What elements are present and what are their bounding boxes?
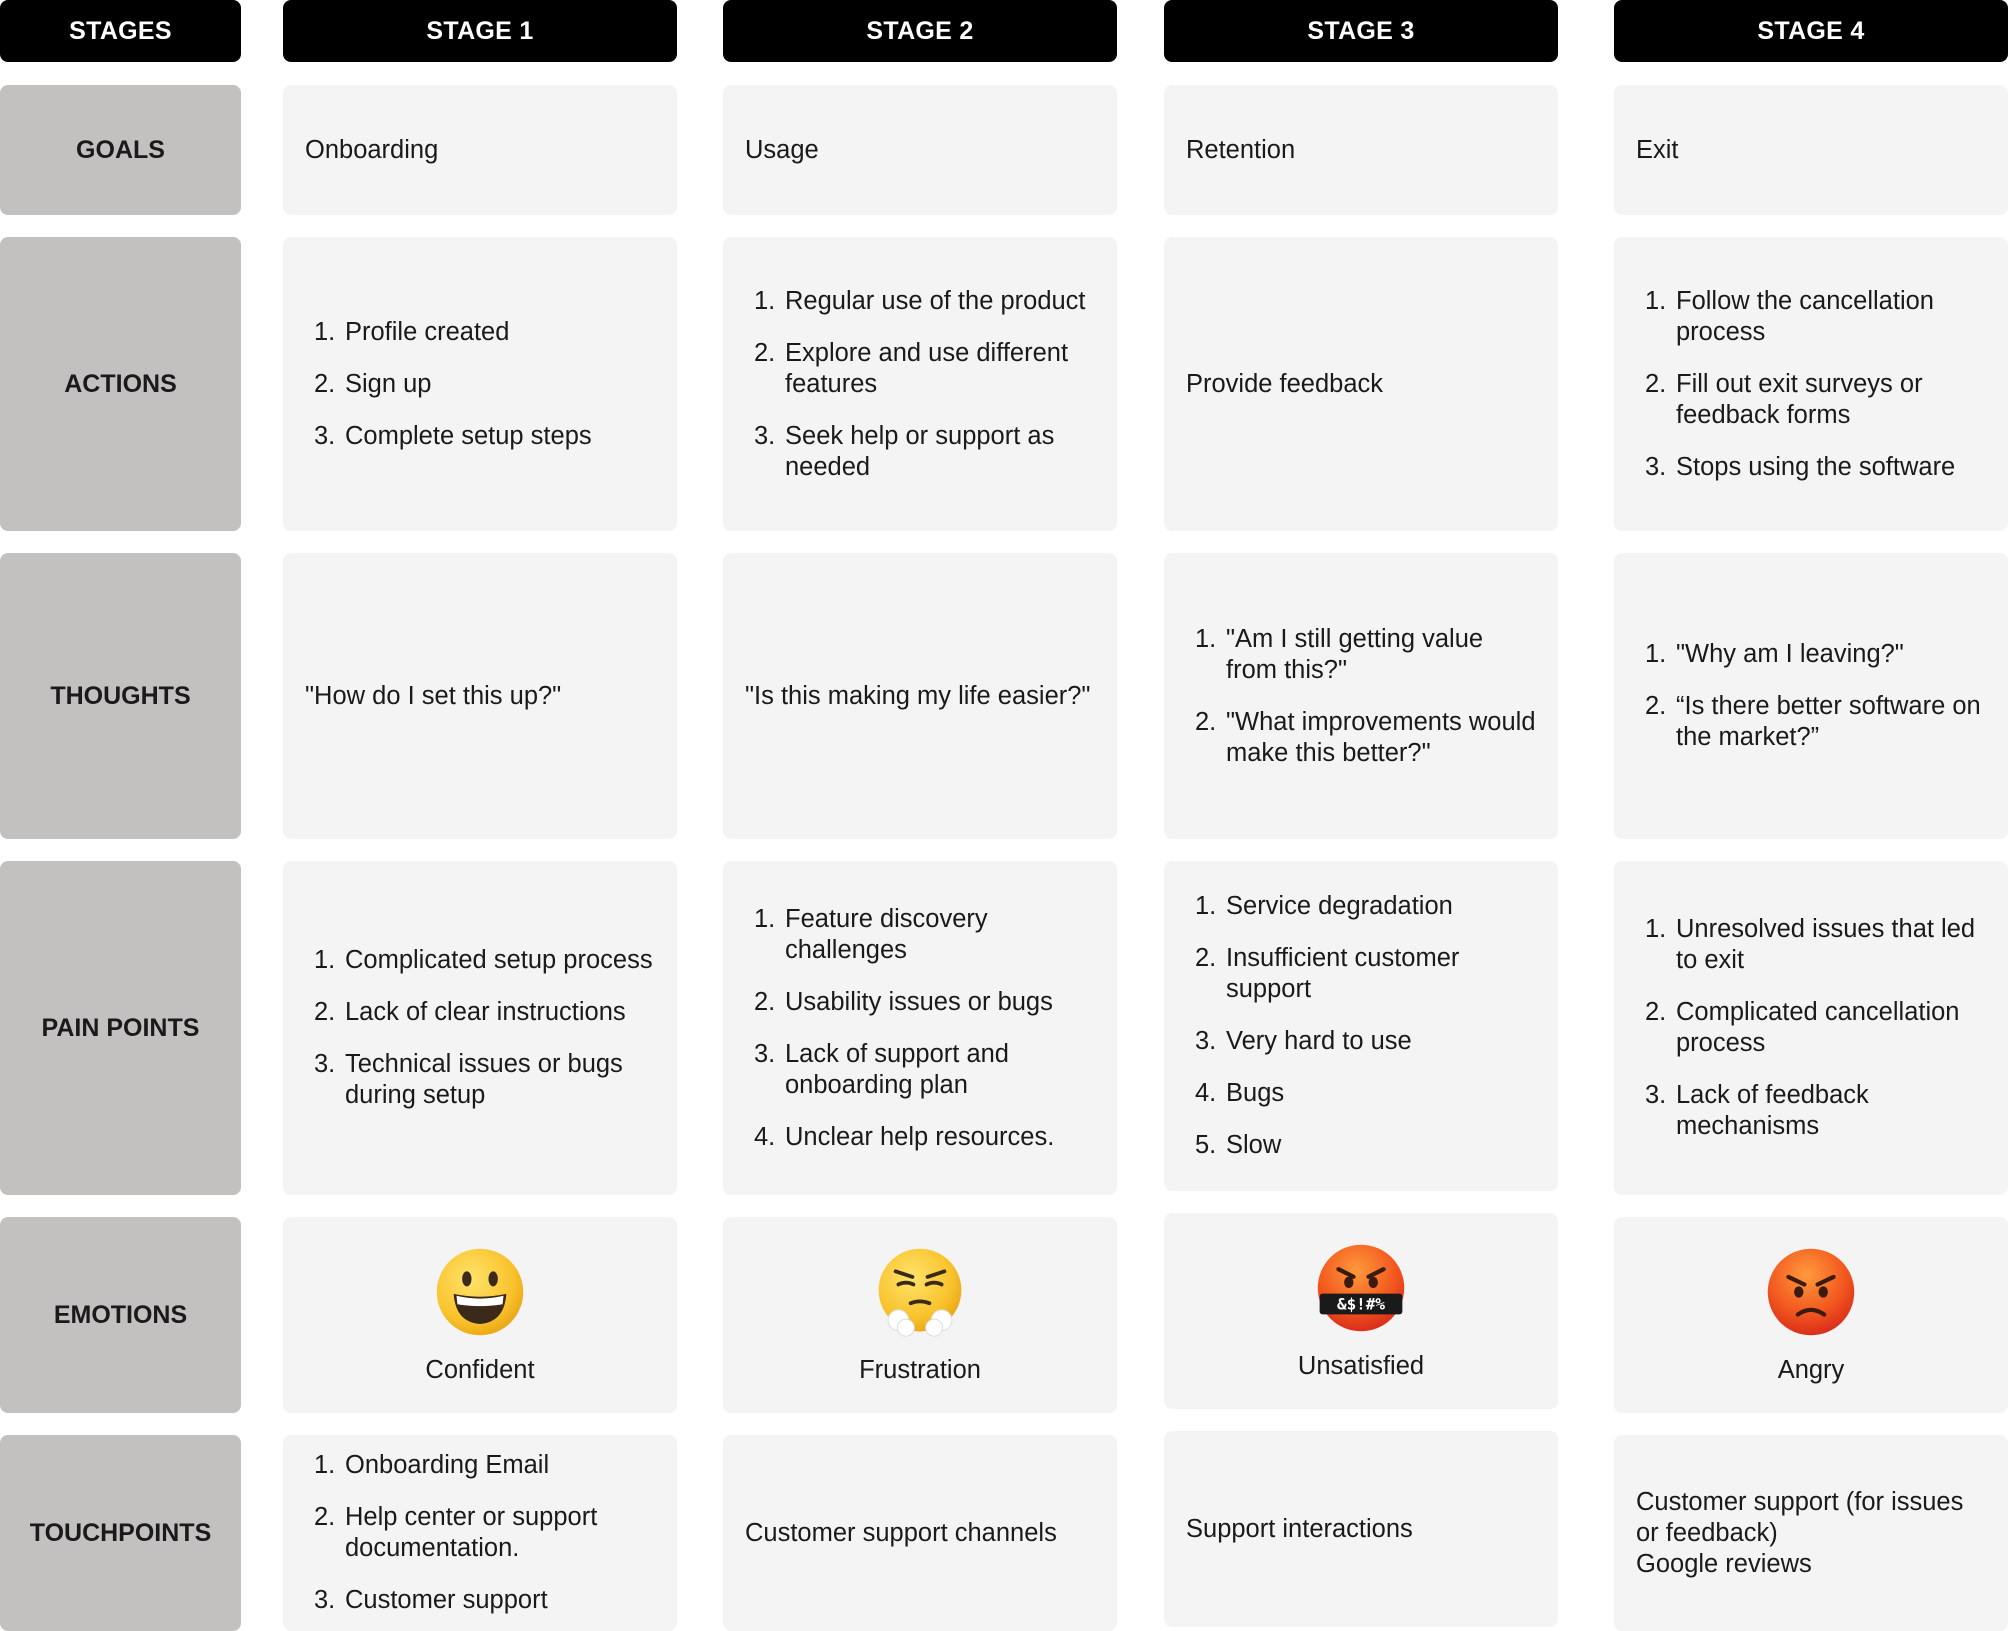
list-item-text: Bugs — [1226, 1079, 1285, 1107]
list-item — [1636, 914, 1986, 976]
touchpoints-cell-stage-3 — [1164, 1431, 1558, 1627]
list-item-text: “Is there better software on the market?” — [1676, 692, 1981, 751]
row-label-pain-points-text: PAIN POINTS — [41, 1013, 200, 1042]
list-item — [1636, 997, 1986, 1059]
thoughts-cell-stage-3 — [1164, 553, 1558, 839]
emotion-label: Confident — [425, 1355, 535, 1384]
header-stage-4 — [1614, 0, 2008, 62]
list-item-number: 1. — [754, 904, 776, 933]
header-stage-1 — [283, 0, 677, 62]
row-label-thoughts-text: THOUGHTS — [50, 681, 191, 710]
list-item — [1186, 624, 1536, 686]
face-with-steam-icon — [873, 1245, 967, 1339]
goals-cell-stage-4 — [1614, 85, 2008, 215]
list-item-number: 2. — [754, 987, 776, 1016]
thoughts-cell-stage-2 — [723, 553, 1117, 839]
list-item-number: 4. — [754, 1122, 776, 1151]
actions-text: Provide feedback — [1186, 369, 1384, 398]
list-item — [305, 1049, 655, 1111]
list-item — [1186, 1078, 1536, 1109]
list-item-number: 1. — [314, 317, 336, 346]
goals-text: Onboarding — [305, 135, 439, 164]
list-item-number: 3. — [314, 421, 336, 450]
touchpoints-cell-stage-2 — [723, 1435, 1117, 1631]
list-item-number: 1. — [1645, 286, 1667, 315]
list-item — [1186, 943, 1536, 1005]
list-item-text: Seek help or support as needed — [785, 421, 1055, 481]
numbered-list — [1636, 639, 1986, 753]
pain-points-cell-stage-2 — [723, 861, 1117, 1195]
list-item-text: "Am I still getting value from this?" — [1226, 624, 1484, 684]
list-item — [1636, 639, 1986, 670]
list-item-text: Very hard to use — [1226, 1027, 1412, 1055]
list-item-number: 1. — [754, 286, 776, 315]
list-item-text: Unresolved issues that led to exit — [1676, 915, 1976, 974]
list-item-number: 1. — [314, 1451, 336, 1479]
list-item-text: Complicated setup process — [345, 946, 653, 974]
row-label-touchpoints — [0, 1435, 241, 1631]
list-item-number: 2. — [1645, 369, 1667, 398]
header-stages — [0, 0, 241, 62]
row-label-touchpoints-text: TOUCHPOINTS — [29, 1518, 212, 1547]
numbered-list — [1636, 286, 1986, 483]
list-item — [1636, 369, 1986, 431]
thoughts-text: "How do I set this up?" — [305, 681, 562, 710]
list-item-text: Fill out exit surveys or feedback forms — [1676, 369, 1923, 429]
list-item — [1636, 1080, 1986, 1142]
numbered-list — [305, 945, 655, 1111]
list-item-number: 2. — [1645, 998, 1667, 1026]
face-with-symbols-icon — [1314, 1241, 1408, 1335]
list-item — [745, 286, 1095, 317]
list-item-text: Service degradation — [1226, 892, 1453, 920]
list-item-number: 2. — [1645, 692, 1667, 720]
list-item — [745, 338, 1095, 400]
pain-points-cell-stage-3 — [1164, 861, 1558, 1191]
emotion-label: Angry — [1777, 1355, 1845, 1384]
list-item-number: 2. — [314, 369, 336, 398]
touchpoints-cell-stage-1 — [283, 1435, 677, 1631]
list-item-number: 2. — [314, 998, 336, 1026]
list-item — [745, 1122, 1095, 1153]
list-item — [305, 317, 655, 348]
list-item — [305, 1502, 655, 1564]
list-item-text: "Why am I leaving?" — [1676, 640, 1904, 668]
emotions-cell-stage-2 — [723, 1217, 1117, 1413]
actions-cell-stage-3 — [1164, 237, 1558, 531]
actions-cell-stage-2 — [723, 237, 1117, 531]
header-stage-3-label: STAGE 3 — [1307, 16, 1415, 45]
goals-text: Exit — [1636, 135, 1679, 164]
list-item-text: Regular use of the product — [785, 286, 1086, 315]
list-item — [1636, 452, 1986, 483]
list-item-text: Technical issues or bugs during setup — [345, 1050, 623, 1109]
goals-text: Usage — [745, 135, 819, 164]
numbered-list — [1186, 624, 1536, 769]
list-item-number: 4. — [1195, 1079, 1217, 1107]
row-label-thoughts — [0, 553, 241, 839]
numbered-list — [305, 317, 655, 452]
list-item — [305, 1450, 655, 1481]
actions-cell-stage-4 — [1614, 237, 2008, 531]
header-stage-2 — [723, 0, 1117, 62]
list-item — [1186, 707, 1536, 769]
header-stage-4-label: STAGE 4 — [1757, 16, 1865, 45]
numbered-list — [1186, 891, 1536, 1161]
goals-cell-stage-2 — [723, 85, 1117, 215]
row-label-actions-text: ACTIONS — [64, 369, 177, 398]
list-item-number: 3. — [1195, 1027, 1217, 1055]
list-item-number: 5. — [1195, 1131, 1217, 1159]
list-item-text: Usability issues or bugs — [785, 987, 1053, 1016]
list-item-number: 2. — [1195, 707, 1217, 736]
header-stage-1-label: STAGE 1 — [426, 16, 534, 45]
list-item — [305, 421, 655, 452]
list-item-text: Help center or support documentation. — [345, 1503, 598, 1562]
list-item-number: 1. — [314, 946, 336, 974]
list-item-number: 3. — [1645, 452, 1667, 481]
list-item — [1636, 691, 1986, 753]
list-item — [305, 945, 655, 976]
numbered-list — [745, 904, 1095, 1153]
list-item-number: 3. — [314, 1050, 336, 1078]
list-item-text: Profile created — [345, 317, 510, 346]
list-item-number: 2. — [754, 338, 776, 367]
list-item-number: 1. — [1645, 915, 1667, 943]
numbered-list — [305, 1450, 655, 1616]
list-item-number: 2. — [314, 1503, 336, 1531]
list-item-text: Customer support — [345, 1586, 548, 1614]
row-label-actions — [0, 237, 241, 531]
symbols-text: &$!#% — [1336, 1294, 1386, 1314]
pain-points-cell-stage-4 — [1614, 861, 2008, 1195]
list-item-number: 2. — [1195, 944, 1217, 972]
list-item-number: 1. — [1195, 892, 1217, 920]
list-item-text: Lack of feedback mechanisms — [1676, 1081, 1869, 1140]
list-item-text: Follow the cancellation process — [1676, 286, 1934, 346]
list-item — [1186, 891, 1536, 922]
list-item-number: 1. — [1195, 624, 1217, 653]
row-label-pain-points — [0, 861, 241, 1195]
touchpoints-text: Customer support channels — [745, 1518, 1057, 1547]
list-item — [745, 421, 1095, 483]
row-label-emotions-text: EMOTIONS — [53, 1300, 188, 1329]
touchpoints-cell-stage-4 — [1614, 1435, 2008, 1631]
touchpoints-text: Customer support (for issues or feedback) Google reviews — [1636, 1487, 1964, 1578]
list-item-number: 3. — [754, 421, 776, 450]
list-item-text: Lack of clear instructions — [345, 998, 626, 1026]
thoughts-text: "Is this making my life easier?" — [745, 681, 1091, 710]
list-item-text: Explore and use different features — [785, 338, 1069, 398]
row-label-emotions — [0, 1217, 241, 1413]
touchpoints-text: Support interactions — [1186, 1514, 1413, 1543]
list-item — [1636, 286, 1986, 348]
emotions-cell-stage-1 — [283, 1217, 677, 1413]
list-item-text: Insufficient customer support — [1226, 944, 1460, 1003]
actions-cell-stage-1 — [283, 237, 677, 531]
list-item-number: 1. — [1645, 640, 1667, 668]
list-item — [1186, 1130, 1536, 1161]
list-item — [745, 987, 1095, 1018]
header-stage-3 — [1164, 0, 1558, 62]
list-item-text: Feature discovery challenges — [785, 904, 988, 964]
header-stage-2-label: STAGE 2 — [866, 16, 974, 45]
thoughts-cell-stage-1 — [283, 553, 677, 839]
list-item-text: "What improvements would make this better?" — [1226, 707, 1536, 767]
list-item-number: 3. — [314, 1586, 336, 1614]
list-item — [745, 1039, 1095, 1101]
angry-face-icon — [1764, 1245, 1858, 1339]
header-stages-label: STAGES — [69, 16, 172, 45]
emotion-label: Frustration — [859, 1355, 981, 1384]
numbered-list — [745, 286, 1095, 483]
goals-cell-stage-3 — [1164, 85, 1558, 215]
row-label-goals-text: GOALS — [76, 135, 165, 164]
list-item — [305, 1585, 655, 1616]
emotion-label: Unsatisfied — [1297, 1351, 1425, 1380]
list-item-text: Complete setup steps — [345, 421, 592, 450]
goals-text: Retention — [1186, 135, 1296, 164]
list-item-text: Sign up — [345, 369, 432, 398]
goals-cell-stage-1 — [283, 85, 677, 215]
row-label-goals — [0, 85, 241, 215]
emotions-cell-stage-3 — [1164, 1213, 1558, 1409]
grinning-face-icon — [433, 1245, 527, 1339]
list-item-text: Stops using the software — [1676, 452, 1956, 481]
list-item-text: Slow — [1226, 1131, 1282, 1159]
list-item-number: 3. — [754, 1039, 776, 1068]
pain-points-cell-stage-1 — [283, 861, 677, 1195]
list-item-text: Complicated cancellation process — [1676, 998, 1960, 1057]
thoughts-cell-stage-4 — [1614, 553, 2008, 839]
list-item-text: Unclear help resources. — [785, 1122, 1055, 1151]
numbered-list — [1636, 914, 1986, 1142]
emotions-cell-stage-4 — [1614, 1217, 2008, 1413]
list-item — [305, 997, 655, 1028]
list-item — [1186, 1026, 1536, 1057]
list-item-text: Onboarding Email — [345, 1451, 550, 1479]
list-item-number: 3. — [1645, 1081, 1667, 1109]
list-item — [305, 369, 655, 400]
list-item — [745, 904, 1095, 966]
list-item-text: Lack of support and onboarding plan — [785, 1039, 1009, 1099]
